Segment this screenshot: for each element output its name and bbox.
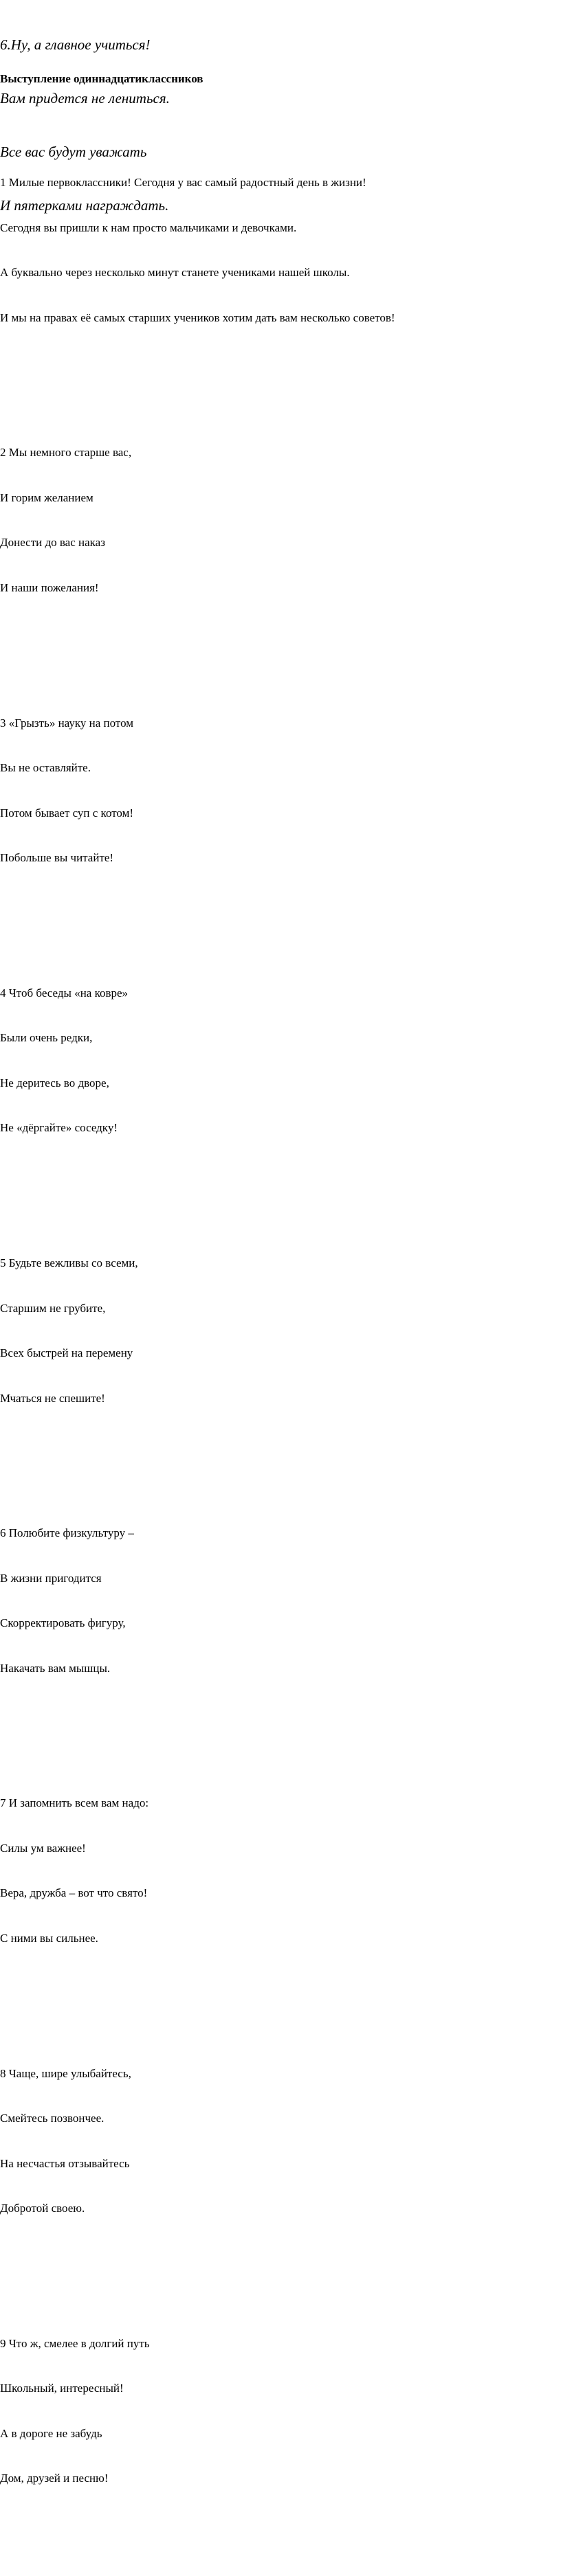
text-line: Смейтесь позвончее. [0,2112,104,2125]
text-line: 4 Чтоб беседы «на ковре» [0,986,129,999]
text-line: 5 Будьте вежливы со всеми, [0,1256,138,1269]
section-heading: Выступление одиннадцатиклассников [0,72,204,85]
text-line: Не деритесь во дворе, [0,1076,109,1089]
text-line: И наши пожелания! [0,581,99,594]
stanza-2 [0,416,395,626]
text-line: Были очень редки, [0,1031,93,1045]
text-line: 7 И запомнить всем вам надо: [0,1796,149,1810]
text-line: Не «дёргайте» соседку! [0,1121,118,1135]
text-line: Накачать вам мышцы. [0,1661,111,1675]
text-line: 2 Мы немного старше вас, [0,446,132,460]
stanza-8 [0,2036,395,2246]
intro-verse-line: Все вас будут уважать [0,144,147,160]
stanza-7 [0,1766,395,1976]
text-line: Всех быстрей на перемену [0,1346,133,1360]
stanza-4 [0,956,395,1166]
text-line: На несчастья отзывайтесь [0,2156,130,2170]
text-line: Вы не оставляйте. [0,761,91,775]
stanza-9 [0,2306,395,2516]
text-line: И мы на правах её самых старших учеников хотим дать вам несколько советов! [0,310,395,324]
text-line: В жизни пригодится [0,1571,102,1585]
text-line: Донести до вас наказ [0,536,105,550]
paragraph-1 [0,146,395,356]
text-line: Побольше вы читайте! [0,851,114,865]
text-line: 9 Что ж, смелее в долгий путь [0,2336,150,2350]
text-line: А в дороге не забудь [0,2426,102,2440]
intro-verse-line: Вам придется не лениться. [0,90,170,106]
text-line: Дом, друзей и песню! [0,2472,109,2485]
text-line: Добротой своею. [0,2202,85,2215]
intro-verse-line: 6.Ну, а главное учиться! [0,36,151,53]
text-line: 8 Чаще, шире улыбайтесь, [0,2066,131,2080]
text-line: 6 Полюбите физкультуру – [0,1526,134,1540]
speech-body [0,100,395,2576]
text-line: Силы ум важнее! [0,1841,86,1855]
text-line: И горим желанием [0,490,94,504]
stanza-3 [0,686,395,896]
text-line: Мчаться не спешите! [0,1391,105,1405]
text-line: 3 «Грызть» науку на потом [0,716,134,730]
stanza-5 [0,1225,395,1436]
stanza-6 [0,1495,395,1706]
text-line: Старшим не грубите, [0,1301,106,1315]
text-line: 1 Милые первоклассники! Сегодня у вас самый радостный день в жизни! [0,176,366,190]
text-line: Потом бывает суп с котом! [0,806,134,820]
text-line: Школьный, интересный! [0,2382,124,2395]
intro-verse-line: И пятерками награждать. [0,197,169,214]
text-line: Скорректировать фигуру, [0,1616,126,1630]
text-line: С ними вы сильнее. [0,1931,98,1945]
text-line: Вера, дружба – вот что свято! [0,1886,148,1900]
text-line: Сегодня вы пришли к нам просто мальчиками и девочками. [0,221,297,234]
text-line: А буквально через несколько минут станете учениками нашей школы. [0,266,350,280]
